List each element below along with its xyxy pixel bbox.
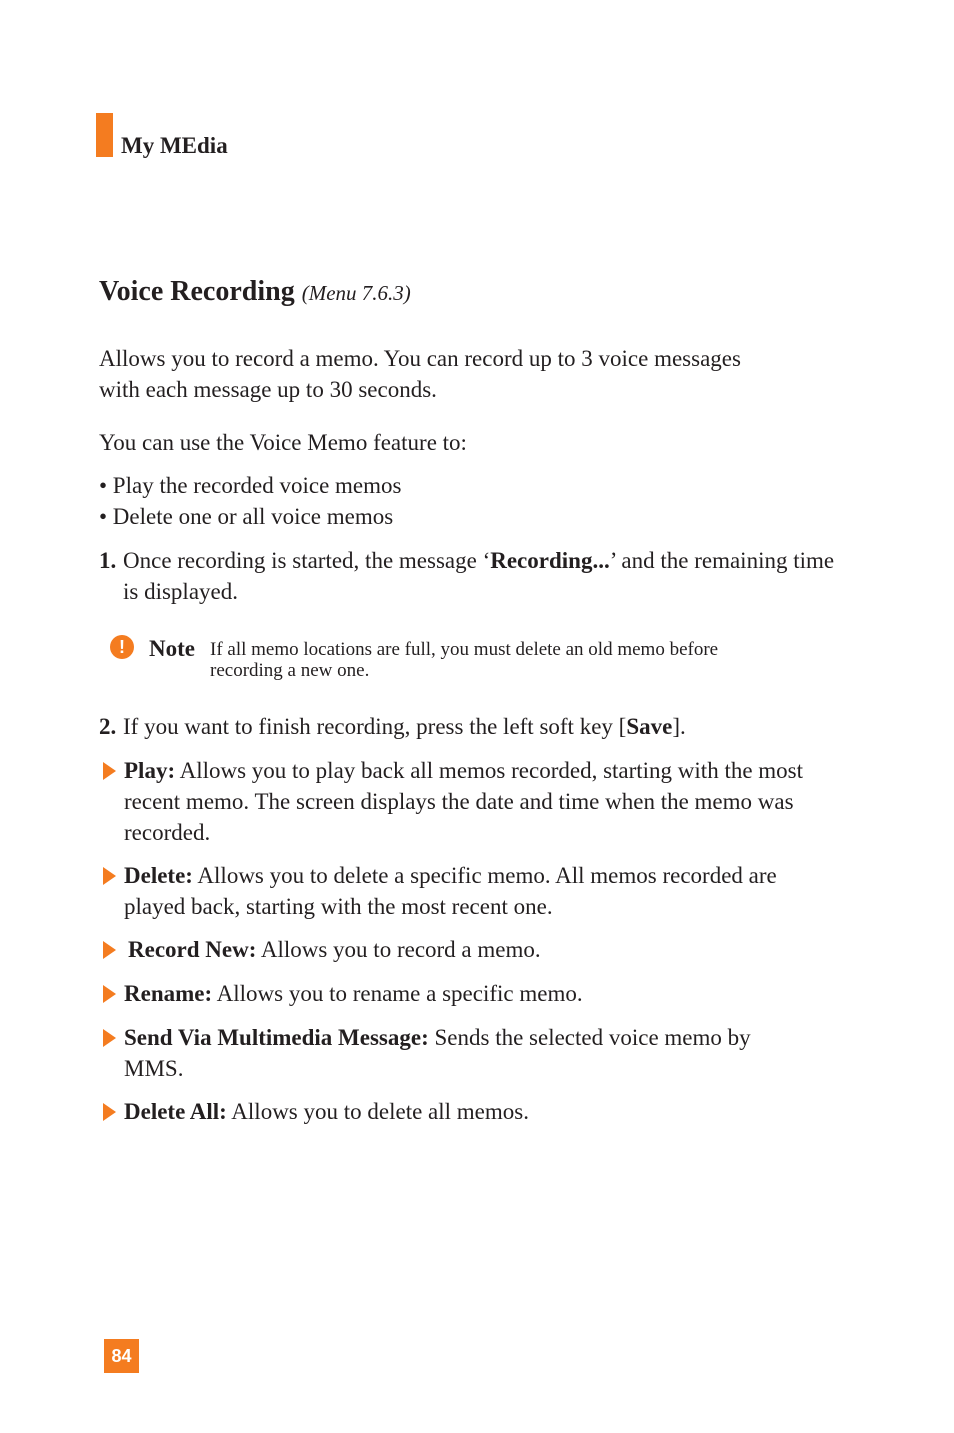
step-emphasis: Recording...: [490, 548, 610, 573]
note-label: Note: [149, 636, 195, 661]
section-title: [99, 274, 411, 311]
option-record-new: [103, 934, 838, 965]
header-accent-bar: [96, 113, 113, 157]
note-text: [210, 639, 810, 681]
step-text-part: If you want to finish recording, press the left soft key [: [123, 714, 627, 739]
option-delete: [103, 860, 838, 922]
option-description: Allows you to delete all memos.: [226, 1099, 529, 1124]
option-send-via-mms: [103, 1022, 838, 1084]
feature-intro: You can use the Voice Memo feature to:: [99, 430, 467, 455]
intro-paragraph: [99, 343, 839, 405]
note-line-2: recording a new one.: [210, 660, 370, 681]
step-1: [99, 545, 844, 607]
option-term: Delete:: [124, 863, 193, 888]
option-term: Play:: [124, 758, 176, 783]
option-term: Record New:: [128, 937, 257, 962]
step-text: [123, 711, 844, 742]
intro-line-2: with each message up to 30 seconds.: [99, 377, 437, 402]
note-line-1: If all memo locations are full, you must delete an old memo before: [210, 639, 719, 660]
triangle-bullet-icon: [103, 762, 116, 780]
option-description: Sends the selected voice memo by MMS.: [124, 1025, 751, 1081]
option-description: Allows you to rename a specific memo.: [212, 981, 583, 1006]
triangle-bullet-icon: [103, 867, 116, 885]
step-text-part: ].: [672, 714, 686, 739]
note-alert-icon: !: [110, 635, 134, 659]
section-title-text: Voice Recording: [99, 276, 295, 307]
bullet-item: • Delete one or all voice memos: [99, 504, 394, 529]
option-delete-all: [103, 1096, 838, 1127]
option-description: Allows you to play back all memos recorded, starting with the most recent memo. The screen displays the date and time when the memo was recorded.: [124, 758, 804, 845]
step-number: 1.: [99, 548, 117, 573]
option-description: Allows you to record a memo.: [256, 937, 541, 962]
option-term: Rename:: [124, 981, 213, 1006]
step-number: 2.: [99, 714, 117, 739]
option-term: Delete All:: [124, 1099, 227, 1124]
step-2: [99, 711, 844, 742]
page-number: 84: [104, 1339, 139, 1373]
triangle-bullet-icon: [103, 985, 116, 1003]
menu-reference: (Menu 7.6.3): [301, 281, 411, 305]
bullet-item: • Play the recorded voice memos: [99, 473, 402, 498]
step-text-part: ’ and the remaining time is displayed.: [123, 548, 835, 604]
chapter-title: My MEdia: [121, 133, 228, 158]
step-text-part: Once recording is started, the message ‘: [123, 548, 491, 573]
step-text: [123, 545, 844, 607]
triangle-bullet-icon: [103, 1029, 116, 1047]
option-rename: [103, 978, 838, 1009]
triangle-bullet-icon: [103, 941, 116, 959]
intro-line-1: Allows you to record a memo. You can record up to 3 voice messages: [99, 346, 741, 371]
option-term: Send Via Multimedia Message:: [124, 1025, 429, 1050]
option-play: [103, 755, 838, 848]
step-emphasis: Save: [626, 714, 673, 739]
triangle-bullet-icon: [103, 1103, 116, 1121]
option-description: Allows you to delete a specific memo. All memos recorded are played back, starting with the most recent one.: [124, 863, 777, 919]
